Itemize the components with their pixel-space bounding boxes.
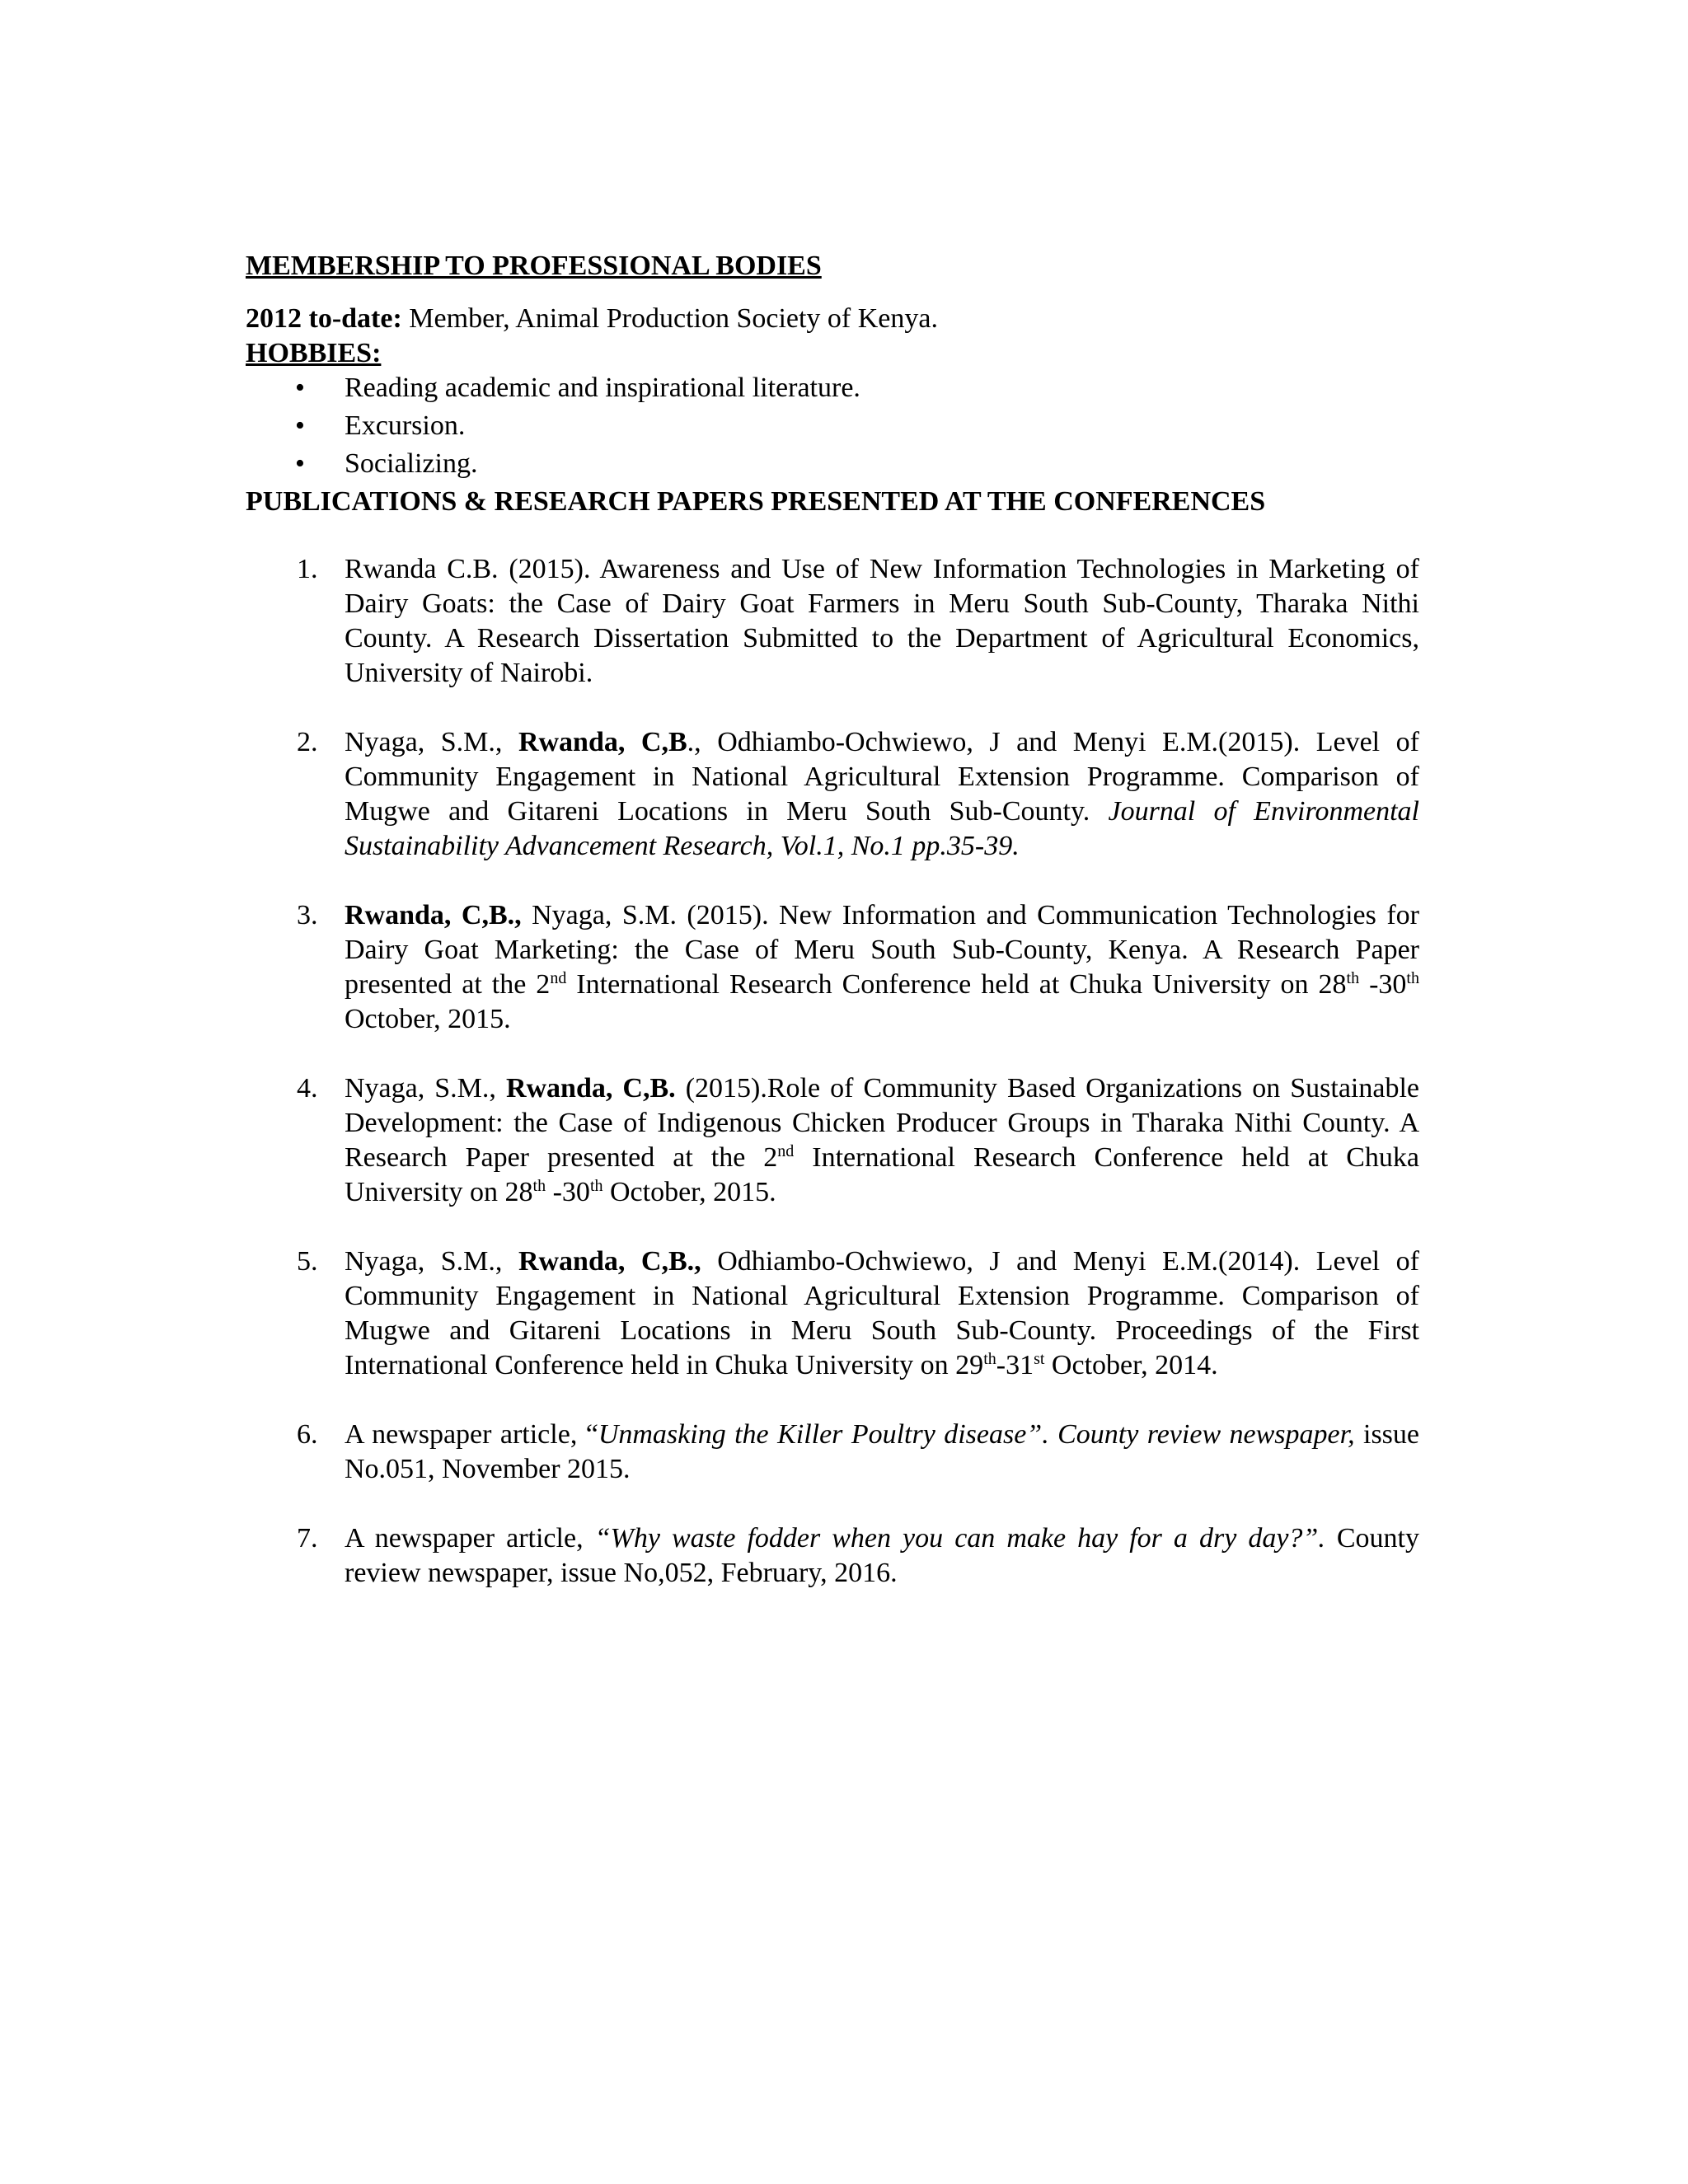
bullet-icon: • (295, 373, 305, 403)
bullet-icon: • (295, 448, 305, 479)
publications-heading: PUBLICATIONS & RESEARCH PAPERS PRESENTED AT THE CONFERENCES (246, 486, 1266, 517)
author-highlight: Rwanda, C,B., (518, 1246, 701, 1277)
publication-item: 4. Nyaga, S.M., Rwanda, C,B. (2015).Role of Community Based Organizations on Sustainable Development: the Case of Indigenous Chicken Producer Groups in Tharaka Nithi County. A Research Paper presented at the 2nd International Research Conference held at Chuka University on 28th -30th October, 2015. (297, 1073, 1420, 1207)
item-number: 3. (297, 900, 318, 930)
publication-item: 2. Nyaga, S.M., Rwanda, C,B., Odhiambo-Ochwiewo, J and Menyi E.M.(2015). Level of Community Engagement in National Agricultural Extension Programme. Comparison of Mugwe and Gitareni Locations in Meru South Sub-County. Journal of Environmental Sustainability Advancement Research, Vol.1, No.1 pp.35-39. (297, 727, 1419, 861)
hobbies-heading: HOBBIES: (246, 338, 382, 368)
item-number: 6. (297, 1419, 318, 1450)
publication-item: 3. Rwanda, C,B., Nyaga, S.M. (2015). New Information and Communication Technologies for Dairy Goat Marketing: the Case of Meru South Sub-County, Kenya. A Research Paper presented at the 2nd International Research Conference held at Chuka University on 28th -30th October, 2015. (297, 900, 1419, 1034)
membership-heading: MEMBERSHIP TO PROFESSIONAL BODIES (246, 251, 822, 281)
bullet-icon: • (295, 410, 305, 441)
membership-entry (246, 302, 1419, 336)
document-page (246, 249, 1419, 1625)
item-number: 4. (297, 1073, 318, 1104)
publication-item: 7. A newspaper article, “Why waste fodder when you can make hay for a dry day?”. County review newspaper, issue No,052, February, 2016. (297, 1523, 1419, 1588)
item-number: 7. (297, 1523, 318, 1554)
item-number: 5. (297, 1246, 318, 1277)
hobby-item: • Excursion. (246, 409, 1419, 443)
hobby-item: • Reading academic and inspirational literature. (246, 371, 1419, 405)
membership-year: 2012 to-date: (246, 303, 402, 334)
article-title: “Why waste fodder when you can make hay for a dry day?”. (594, 1523, 1325, 1554)
item-number: 1. (297, 554, 318, 584)
membership-text: Member, Animal Production Society of Kenya. (409, 303, 938, 334)
journal-citation: Journal of Environmental Sustainability Advancement Research, Vol.1, No.1 pp.35-39. (345, 796, 1419, 861)
hobbies-list (246, 371, 1419, 481)
publication-item: 1. Rwanda C.B. (2015). Awareness and Use of New Information Technologies in Marketing of Dairy Goats: the Case of Dairy Goat Farmers in Meru South Sub-County, Tharaka Nithi County. A Research Dissertation Submitted to the Department of Agricultural Economics, University of Nairobi. (297, 554, 1419, 688)
author-highlight: Rwanda, C,B (518, 727, 687, 757)
author-highlight: Rwanda, C,B., (345, 900, 522, 930)
publication-item: 5. Nyaga, S.M., Rwanda, C,B., Odhiambo-Ochwiewo, J and Menyi E.M.(2014). Level of Community Engagement in National Agricultural Extension Programme. Comparison of Mugwe and Gitareni Locations in Meru South Sub-County. Proceedings of the First International Conference held in Chuka University on 29th-31st October, 2014. (297, 1246, 1419, 1380)
hobby-item: • Socializing. (246, 447, 1419, 481)
publications-list (246, 552, 1419, 1591)
author-highlight: Rwanda, C,B. (505, 1073, 676, 1104)
article-title: Unmasking the Killer Poultry disease”. County review newspaper, (598, 1419, 1355, 1450)
publication-item: 6. A newspaper article, “Unmasking the Killer Poultry disease”. County review newspaper, issue No.051, November 2015. (297, 1419, 1420, 1484)
item-number: 2. (297, 727, 318, 757)
